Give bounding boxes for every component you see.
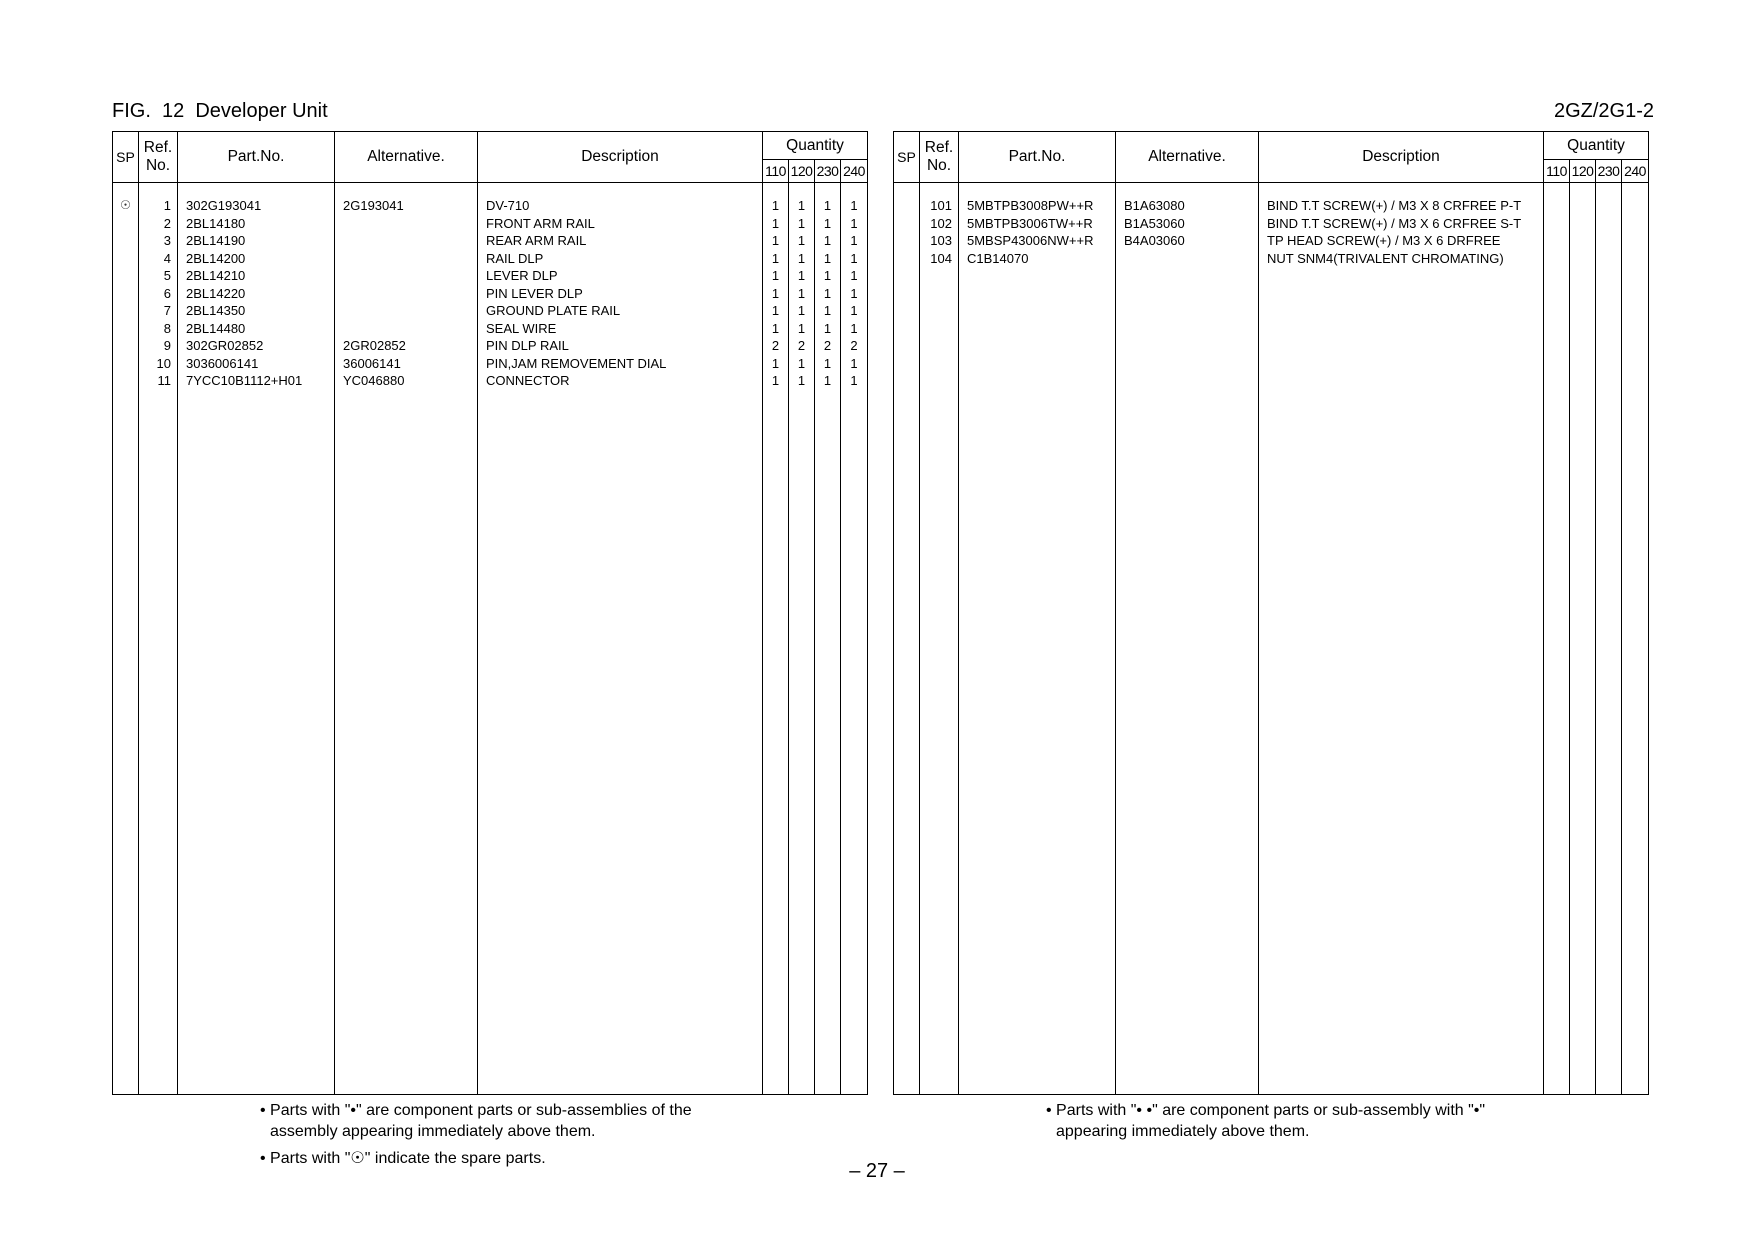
- alt-cell: 36006141: [343, 355, 401, 371]
- qty-cell: 1: [771, 303, 780, 318]
- qty-cell: [1544, 215, 1569, 233]
- part-no-cell: 2BL14180: [186, 215, 246, 231]
- ref-column: [139, 183, 178, 1095]
- qty-cell: 2: [850, 338, 858, 353]
- qty-cell: [1622, 250, 1648, 268]
- spare-part-icon: [113, 250, 138, 268]
- qty-cell: 1: [771, 215, 780, 231]
- desc-cell: SEAL WIRE: [486, 320, 557, 336]
- alt-cell: 2GR02852: [343, 338, 406, 353]
- qty-cell: 1: [797, 268, 806, 283]
- note-line: • Parts with "☉" indicate the spare parts.: [260, 1150, 546, 1167]
- col-header-alternative: Alternative.: [1116, 132, 1259, 183]
- note-line: • Parts with "•" are component parts or sub-assemblies of the: [260, 1102, 692, 1119]
- qty-230-column: [815, 183, 841, 1095]
- spare-part-icon: [894, 197, 919, 215]
- ref-cell: 10: [156, 355, 171, 371]
- qty-cell: 1: [771, 268, 780, 283]
- qty-120-column: [789, 183, 815, 1095]
- col-header-q230: 230: [1596, 160, 1622, 183]
- qty-230-column: [1596, 183, 1622, 1095]
- spare-part-icon: [894, 232, 919, 250]
- alt-cell: [343, 320, 477, 338]
- part-no-cell: 7YCC10B1112+H01: [186, 373, 303, 388]
- qty-cell: 1: [850, 303, 858, 318]
- desc-cell: TP HEAD SCREW(+) / M3 X 6 DRFREE: [1267, 233, 1501, 248]
- qty-cell: 1: [797, 198, 806, 213]
- qty-cell: [1596, 250, 1621, 268]
- parts-table-left: [112, 131, 868, 1095]
- document-code: 2GZ/2G1-2: [1553, 100, 1654, 122]
- qty-cell: 1: [823, 233, 832, 248]
- qty-cell: 2: [797, 338, 806, 353]
- qty-cell: 1: [823, 198, 832, 213]
- qty-cell: [1622, 232, 1648, 250]
- ref-cell: 101: [930, 198, 952, 213]
- qty-cell: 1: [850, 285, 858, 301]
- alt-cell: [343, 215, 477, 233]
- spare-part-icon: [113, 320, 138, 338]
- spare-part-icon: [113, 232, 138, 250]
- qty-cell: [1544, 197, 1569, 215]
- qty-110-column: [1544, 183, 1570, 1095]
- desc-cell: FRONT ARM RAIL: [486, 215, 595, 231]
- spare-part-icon: [894, 215, 919, 233]
- qty-cell: [1622, 215, 1648, 233]
- desc-cell: LEVER DLP: [486, 268, 558, 283]
- note-sub-assembly: [1046, 1100, 1485, 1142]
- col-header-ref-line2: No.: [926, 157, 952, 174]
- qty-cell: 1: [823, 355, 832, 371]
- qty-120-column: [1570, 183, 1596, 1095]
- qty-cell: 1: [797, 355, 806, 371]
- part-no-cell: C1B14070: [967, 250, 1029, 266]
- qty-cell: [1570, 215, 1595, 233]
- desc-cell: BIND T.T SCREW(+) / M3 X 6 CRFREE S-T: [1267, 215, 1522, 231]
- part-no-column: [959, 183, 1116, 1095]
- qty-cell: 1: [823, 215, 832, 231]
- spare-part-icon: [113, 372, 138, 390]
- qty-cell: [1596, 197, 1621, 215]
- qty-cell: 1: [771, 198, 780, 213]
- alt-cell: [343, 250, 477, 268]
- spare-part-icon: [113, 337, 138, 355]
- col-header-q120: 120: [1570, 160, 1596, 183]
- qty-cell: 1: [850, 320, 858, 336]
- qty-240-column: [1622, 183, 1649, 1095]
- part-no-cell: 2BL14190: [186, 233, 246, 248]
- alternative-column: [1116, 183, 1259, 1095]
- qty-cell: [1596, 215, 1621, 233]
- ref-column: [920, 183, 959, 1095]
- ref-cell: 8: [163, 320, 171, 336]
- desc-cell: GROUND PLATE RAIL: [486, 303, 621, 318]
- qty-cell: 1: [771, 285, 780, 301]
- qty-cell: 1: [797, 233, 806, 248]
- part-no-cell: 5MBSP43006NW++R: [967, 233, 1094, 248]
- col-header-q230: 230: [815, 160, 841, 183]
- qty-cell: 1: [797, 303, 806, 318]
- alt-cell: [343, 232, 477, 250]
- ref-cell: 11: [157, 373, 171, 388]
- col-header-q240: 240: [841, 160, 868, 183]
- spare-part-icon: [894, 250, 919, 268]
- alternative-column: [335, 183, 478, 1095]
- part-no-column: [178, 183, 335, 1095]
- spare-part-icon: [113, 302, 138, 320]
- qty-cell: 1: [771, 373, 780, 388]
- col-header-description: Description: [1259, 132, 1544, 183]
- alt-cell: [1124, 250, 1258, 268]
- sp-column: [894, 183, 920, 1095]
- ref-cell: 9: [163, 338, 171, 353]
- figure-title: FIG. 12 Developer Unit: [112, 100, 328, 122]
- ref-cell: 5: [163, 268, 171, 283]
- part-no-cell: 302G193041: [186, 198, 262, 213]
- part-no-cell: 5MBTPB3006TW++R: [967, 215, 1093, 231]
- col-header-ref: [920, 132, 959, 183]
- qty-110-column: [763, 183, 789, 1095]
- qty-cell: 1: [797, 215, 806, 231]
- desc-cell: CONNECTOR: [486, 373, 570, 388]
- alt-cell: [343, 302, 477, 320]
- col-header-ref: [139, 132, 178, 183]
- spare-part-icon: [113, 267, 138, 285]
- qty-cell: 1: [850, 268, 858, 283]
- col-header-sp: SP: [894, 132, 920, 183]
- ref-cell: 104: [930, 250, 952, 266]
- qty-cell: 1: [850, 215, 858, 231]
- part-no-cell: 302GR02852: [186, 338, 264, 353]
- col-header-ref-line1: Ref.: [924, 139, 954, 156]
- qty-cell: [1544, 250, 1569, 268]
- qty-cell: 1: [771, 355, 780, 371]
- qty-cell: 1: [823, 268, 832, 283]
- qty-cell: [1544, 232, 1569, 250]
- qty-cell: [1596, 232, 1621, 250]
- desc-cell: RAIL DLP: [486, 250, 544, 266]
- part-no-cell: 5MBTPB3008PW++R: [967, 198, 1094, 213]
- qty-cell: [1570, 250, 1595, 268]
- note-line: appearing immediately above them.: [1056, 1123, 1310, 1140]
- qty-cell: 1: [850, 373, 858, 388]
- col-header-description: Description: [478, 132, 763, 183]
- note-line: assembly appearing immediately above them.: [270, 1123, 596, 1140]
- desc-cell: PIN LEVER DLP: [486, 285, 583, 301]
- col-header-sp: SP: [113, 132, 139, 183]
- qty-cell: 2: [771, 338, 780, 353]
- qty-cell: 1: [850, 233, 858, 248]
- qty-cell: 1: [823, 320, 832, 336]
- qty-cell: 1: [823, 303, 832, 318]
- qty-cell: 2: [823, 338, 832, 353]
- qty-cell: 1: [797, 320, 806, 336]
- qty-cell: 1: [797, 250, 806, 266]
- note-component-parts: [260, 1100, 692, 1142]
- col-header-quantity: Quantity: [1544, 132, 1649, 160]
- desc-cell: PIN,JAM REMOVEMENT DIAL: [486, 355, 667, 371]
- qty-cell: 1: [771, 320, 780, 336]
- qty-cell: 1: [850, 198, 858, 213]
- desc-cell: BIND T.T SCREW(+) / M3 X 8 CRFREE P-T: [1267, 198, 1522, 213]
- note-line: • Parts with "• •" are component parts or sub-assembly with "•": [1046, 1102, 1486, 1119]
- qty-cell: 1: [771, 250, 780, 266]
- spare-part-icon: [113, 215, 138, 233]
- desc-cell: REAR ARM RAIL: [486, 233, 587, 248]
- qty-cell: [1570, 232, 1595, 250]
- part-no-cell: 2BL14220: [186, 285, 246, 301]
- qty-cell: 1: [797, 285, 806, 301]
- alt-cell: B1A53060: [1124, 215, 1185, 231]
- page-number: – 27 –: [849, 1160, 905, 1182]
- alt-cell: B1A63080: [1124, 198, 1185, 213]
- part-no-cell: 2BL14200: [186, 250, 246, 266]
- qty-cell: 1: [823, 250, 832, 266]
- ref-cell: 4: [163, 250, 171, 266]
- spare-part-icon: ☉: [120, 198, 131, 212]
- part-no-cell: 3036006141: [186, 355, 259, 371]
- ref-cell: 6: [163, 285, 171, 301]
- col-header-q110: 110: [763, 160, 789, 183]
- alt-cell: [343, 285, 477, 303]
- part-no-cell: 2BL14480: [186, 320, 246, 336]
- desc-cell: PIN DLP RAIL: [486, 338, 569, 353]
- qty-cell: [1570, 197, 1595, 215]
- qty-cell: 1: [771, 233, 780, 248]
- qty-cell: 1: [823, 285, 832, 301]
- spare-part-icon: [113, 355, 138, 373]
- ref-cell: 103: [930, 233, 952, 248]
- col-header-ref-line1: Ref.: [143, 139, 173, 156]
- part-no-cell: 2BL14350: [186, 303, 246, 318]
- col-header-part-no: Part.No.: [178, 132, 335, 183]
- qty-240-column: [841, 183, 868, 1095]
- col-header-q240: 240: [1622, 160, 1649, 183]
- alt-cell: B4A03060: [1124, 233, 1185, 248]
- col-header-quantity: Quantity: [763, 132, 868, 160]
- alt-cell: 2G193041: [343, 198, 404, 213]
- description-column: [478, 183, 763, 1095]
- desc-cell: DV-710: [486, 198, 530, 213]
- ref-cell: 102: [930, 215, 952, 231]
- ref-cell: 7: [163, 303, 171, 318]
- qty-cell: 1: [823, 373, 832, 388]
- alt-cell: [343, 267, 477, 285]
- qty-cell: 1: [850, 250, 858, 266]
- qty-cell: 1: [797, 373, 806, 388]
- col-header-q120: 120: [789, 160, 815, 183]
- qty-cell: [1622, 197, 1648, 215]
- parts-table-right: [893, 131, 1649, 1095]
- description-column: [1259, 183, 1544, 1095]
- ref-cell: 1: [163, 198, 171, 213]
- spare-part-icon: [113, 285, 138, 303]
- ref-cell: 3: [163, 233, 171, 248]
- col-header-part-no: Part.No.: [959, 132, 1116, 183]
- part-no-cell: 2BL14210: [186, 268, 246, 283]
- col-header-ref-line2: No.: [145, 157, 171, 174]
- ref-cell: 2: [163, 215, 171, 231]
- col-header-alternative: Alternative.: [335, 132, 478, 183]
- col-header-q110: 110: [1544, 160, 1570, 183]
- desc-cell: NUT SNM4(TRIVALENT CHROMATING): [1267, 250, 1504, 266]
- qty-cell: 1: [850, 355, 858, 371]
- alt-cell: YC046880: [343, 373, 405, 388]
- sp-column: [113, 183, 139, 1095]
